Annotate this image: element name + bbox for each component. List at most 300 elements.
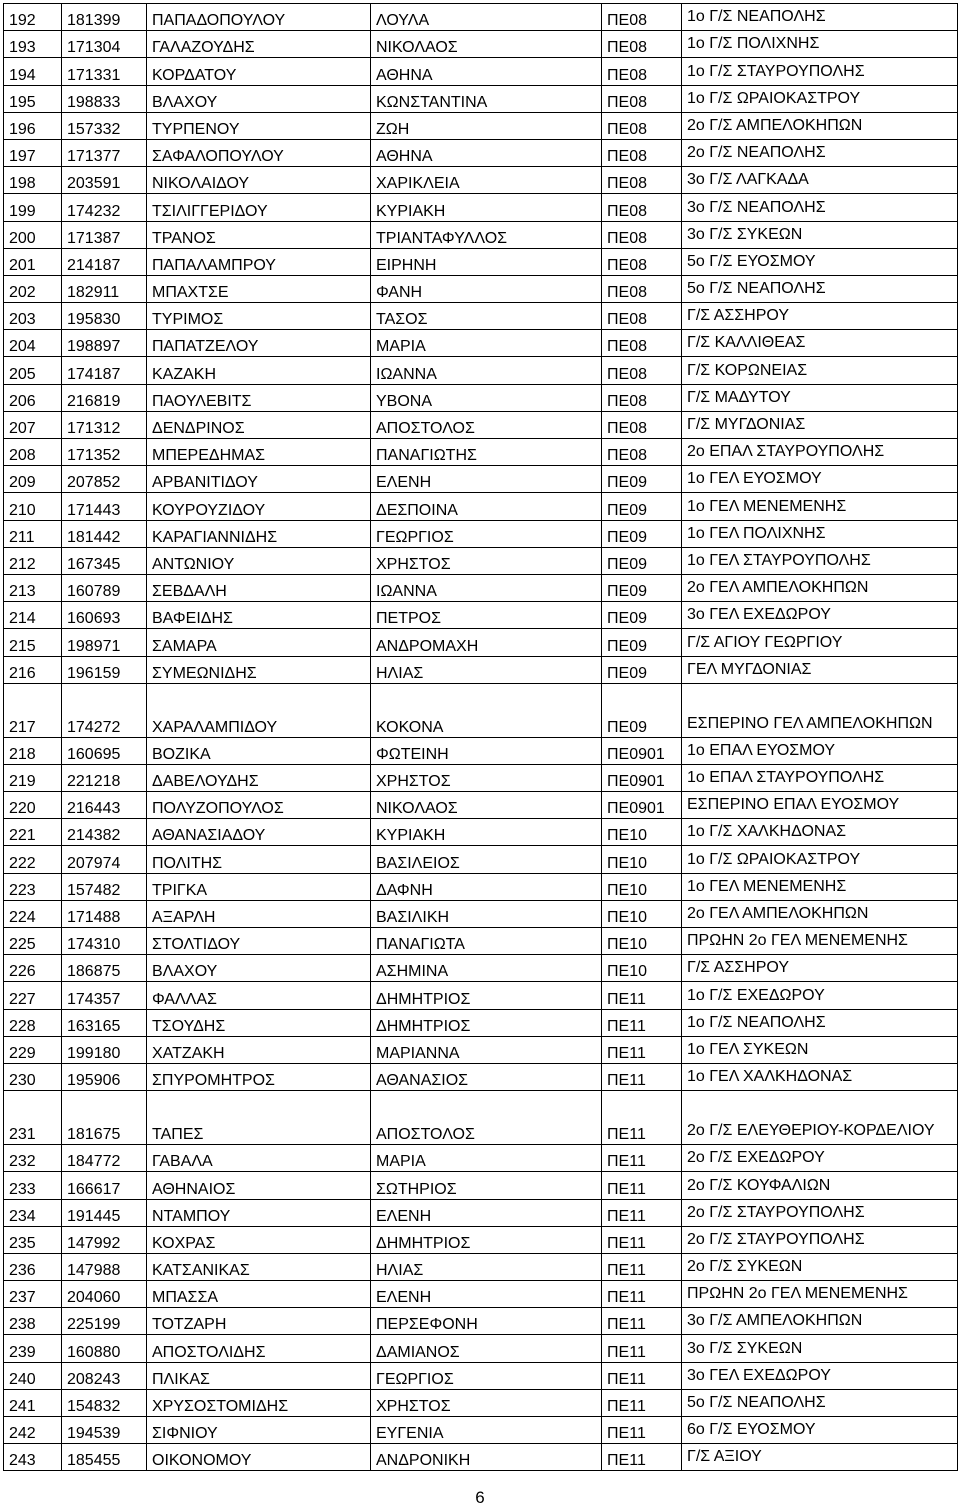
specialty-cell: ΠΕ09 xyxy=(602,602,682,629)
id-cell: 166617 xyxy=(62,1172,147,1199)
school-cell: 1ο Γ/Σ ΧΑΛΚΗΔΟΝΑΣ xyxy=(682,819,958,846)
first-name-cell: ΚΥΡΙΑΚΗ xyxy=(371,194,602,221)
row-number-cell: 217 xyxy=(4,683,62,737)
row-number-cell: 241 xyxy=(4,1389,62,1416)
first-name-cell: ΙΩΑΝΝΑ xyxy=(371,574,602,601)
first-name-cell: ΑΘΑΝΑΣΙΟΣ xyxy=(371,1063,602,1090)
id-cell: 174310 xyxy=(62,928,147,955)
id-cell: 171387 xyxy=(62,221,147,248)
first-name-cell: ΑΝΔΡΟΝΙΚΗ xyxy=(371,1444,602,1471)
school-cell: Γ/Σ ΚΑΛΛΙΘΕΑΣ xyxy=(682,330,958,357)
school-cell: 2ο Γ/Σ ΚΟΥΦΑΛΙΩΝ xyxy=(682,1172,958,1199)
specialty-cell: ΠΕ09 xyxy=(602,656,682,683)
first-name-cell: ΕΥΓΕΝΙΑ xyxy=(371,1417,602,1444)
table-row xyxy=(4,384,958,411)
id-cell: 174272 xyxy=(62,683,147,737)
row-number-cell: 227 xyxy=(4,982,62,1009)
id-cell: 207852 xyxy=(62,466,147,493)
school-cell: 1ο ΓΕΛ ΣΥΚΕΩΝ xyxy=(682,1036,958,1063)
table-row xyxy=(4,1335,958,1362)
specialty-cell: ΠΕ08 xyxy=(602,58,682,85)
first-name-cell: ΤΡΙΑΝΤΑΦΥΛΛΟΣ xyxy=(371,221,602,248)
row-number-cell: 240 xyxy=(4,1362,62,1389)
school-cell: 1ο ΕΠΑΛ ΕΥΟΣΜΟΥ xyxy=(682,737,958,764)
table-row xyxy=(4,248,958,275)
id-cell: 171377 xyxy=(62,139,147,166)
first-name-cell: ΔΑΜΙΑΝΟΣ xyxy=(371,1335,602,1362)
school-cell: ΠΡΩΗΝ 2ο ΓΕΛ ΜΕΝΕΜΕΝΗΣ xyxy=(682,928,958,955)
specialty-cell: ΠΕ08 xyxy=(602,112,682,139)
table-row xyxy=(4,737,958,764)
first-name-cell: ΚΩΝΣΤΑΝΤΙΝΑ xyxy=(371,85,602,112)
row-number-cell: 192 xyxy=(4,4,62,31)
specialty-cell: ΠΕ11 xyxy=(602,1417,682,1444)
id-cell: 157482 xyxy=(62,873,147,900)
specialty-cell: ΠΕ11 xyxy=(602,1199,682,1226)
surname-cell: ΤΣΙΛΙΓΓΕΡΙΔΟΥ xyxy=(147,194,371,221)
school-cell: ΕΣΠΕΡΙΝΟ ΕΠΑΛ ΕΥΟΣΜΟΥ xyxy=(682,792,958,819)
school-cell: 1ο ΓΕΛ ΕΥΟΣΜΟΥ xyxy=(682,466,958,493)
row-number-cell: 216 xyxy=(4,656,62,683)
school-cell: 1ο Γ/Σ ΩΡΑΙΟΚΑΣΤΡΟΥ xyxy=(682,85,958,112)
surname-cell: ΒΟΖΙΚΑ xyxy=(147,737,371,764)
table-row xyxy=(4,955,958,982)
surname-cell: ΣΙΦΝΙΟΥ xyxy=(147,1417,371,1444)
first-name-cell: ΜΑΡΙΑ xyxy=(371,1145,602,1172)
row-number-cell: 233 xyxy=(4,1172,62,1199)
first-name-cell: ΖΩΗ xyxy=(371,112,602,139)
surname-cell: ΤΟΤΖΑΡΗ xyxy=(147,1308,371,1335)
id-cell: 147992 xyxy=(62,1226,147,1253)
surname-cell: ΜΠΑΣΣΑ xyxy=(147,1281,371,1308)
specialty-cell: ΠΕ0901 xyxy=(602,792,682,819)
table-row xyxy=(4,1308,958,1335)
table-row xyxy=(4,1036,958,1063)
surname-cell: ΤΣΟΥΔΗΣ xyxy=(147,1009,371,1036)
school-cell: 2ο Γ/Σ ΕΛΕΥΘΕΡΙΟΥ-ΚΟΡΔΕΛΙΟΥ xyxy=(682,1091,958,1145)
id-cell: 214187 xyxy=(62,248,147,275)
specialty-cell: ΠΕ11 xyxy=(602,1063,682,1090)
surname-cell: ΣΑΦΑΛΟΠΟΥΛΟΥ xyxy=(147,139,371,166)
specialty-cell: ΠΕ08 xyxy=(602,384,682,411)
first-name-cell: ΕΙΡΗΝΗ xyxy=(371,248,602,275)
school-cell: 1ο ΕΠΑΛ ΣΤΑΥΡΟΥΠΟΛΗΣ xyxy=(682,764,958,791)
first-name-cell: ΜΑΡΙΑ xyxy=(371,330,602,357)
row-number-cell: 199 xyxy=(4,194,62,221)
row-number-cell: 208 xyxy=(4,439,62,466)
specialty-cell: ΠΕ08 xyxy=(602,139,682,166)
row-number-cell: 222 xyxy=(4,846,62,873)
school-cell: 2ο ΕΠΑΛ ΣΤΑΥΡΟΥΠΟΛΗΣ xyxy=(682,439,958,466)
surname-cell: ΣΑΜΑΡΑ xyxy=(147,629,371,656)
school-cell: Γ/Σ ΚΟΡΩΝΕΙΑΣ xyxy=(682,357,958,384)
table-row xyxy=(4,656,958,683)
first-name-cell: ΠΑΝΑΓΙΩΤΗΣ xyxy=(371,439,602,466)
school-cell: 2ο ΓΕΛ ΑΜΠΕΛΟΚΗΠΩΝ xyxy=(682,574,958,601)
surname-cell: ΤΑΠΕΣ xyxy=(147,1091,371,1145)
table-row xyxy=(4,167,958,194)
specialty-cell: ΠΕ09 xyxy=(602,493,682,520)
row-number-cell: 211 xyxy=(4,520,62,547)
id-cell: 198897 xyxy=(62,330,147,357)
surname-cell: ΤΥΡΙΜΟΣ xyxy=(147,303,371,330)
row-number-cell: 206 xyxy=(4,384,62,411)
specialty-cell: ΠΕ08 xyxy=(602,31,682,58)
table-row xyxy=(4,493,958,520)
first-name-cell: ΔΑΦΝΗ xyxy=(371,873,602,900)
table-row xyxy=(4,1199,958,1226)
surname-cell: ΓΑΒΑΛΑ xyxy=(147,1145,371,1172)
surname-cell: ΓΑΛΑΖΟΥΔΗΣ xyxy=(147,31,371,58)
row-number-cell: 228 xyxy=(4,1009,62,1036)
surname-cell: ΦΑΛΛΑΣ xyxy=(147,982,371,1009)
specialty-cell: ΠΕ11 xyxy=(602,1335,682,1362)
table-row xyxy=(4,330,958,357)
specialty-cell: ΠΕ08 xyxy=(602,4,682,31)
table-row xyxy=(4,194,958,221)
table-row xyxy=(4,629,958,656)
row-number-cell: 243 xyxy=(4,1444,62,1471)
row-number-cell: 225 xyxy=(4,928,62,955)
table-row xyxy=(4,792,958,819)
table-row xyxy=(4,683,958,737)
school-cell: 3ο ΓΕΛ ΕΧΕΔΩΡΟΥ xyxy=(682,1362,958,1389)
specialty-cell: ΠΕ08 xyxy=(602,357,682,384)
table-row xyxy=(4,1444,958,1471)
row-number-cell: 195 xyxy=(4,85,62,112)
table-row xyxy=(4,1145,958,1172)
table-row xyxy=(4,1172,958,1199)
id-cell: 194539 xyxy=(62,1417,147,1444)
row-number-cell: 219 xyxy=(4,764,62,791)
id-cell: 185455 xyxy=(62,1444,147,1471)
surname-cell: ΚΑΡΑΓΙΑΝΝΙΔΗΣ xyxy=(147,520,371,547)
specialty-cell: ΠΕ11 xyxy=(602,982,682,1009)
school-cell: ΓΕΛ ΜΥΓΔΟΝΙΑΣ xyxy=(682,656,958,683)
specialty-cell: ΠΕ09 xyxy=(602,520,682,547)
surname-cell: ΔΕΝΔΡΙΝΟΣ xyxy=(147,411,371,438)
school-cell: 5ο Γ/Σ ΝΕΑΠΟΛΗΣ xyxy=(682,1389,958,1416)
table-row xyxy=(4,4,958,31)
surname-cell: ΚΟΥΡΟΥΖΙΔΟΥ xyxy=(147,493,371,520)
specialty-cell: ΠΕ11 xyxy=(602,1444,682,1471)
first-name-cell: ΧΡΗΣΤΟΣ xyxy=(371,1389,602,1416)
table-row xyxy=(4,31,958,58)
first-name-cell: ΑΣΗΜΙΝΑ xyxy=(371,955,602,982)
id-cell: 171443 xyxy=(62,493,147,520)
first-name-cell: ΔΕΣΠΟΙΝΑ xyxy=(371,493,602,520)
specialty-cell: ΠΕ11 xyxy=(602,1226,682,1253)
row-number-cell: 196 xyxy=(4,112,62,139)
table-row xyxy=(4,139,958,166)
row-number-cell: 229 xyxy=(4,1036,62,1063)
first-name-cell: ΑΠΟΣΤΟΛΟΣ xyxy=(371,411,602,438)
specialty-cell: ΠΕ11 xyxy=(602,1281,682,1308)
table-row xyxy=(4,982,958,1009)
id-cell: 163165 xyxy=(62,1009,147,1036)
id-cell: 216819 xyxy=(62,384,147,411)
surname-cell: ΚΑΖΑΚΗ xyxy=(147,357,371,384)
row-number-cell: 218 xyxy=(4,737,62,764)
surname-cell: ΑΘΗΝΑΙΟΣ xyxy=(147,1172,371,1199)
specialty-cell: ΠΕ08 xyxy=(602,194,682,221)
specialty-cell: ΠΕ0901 xyxy=(602,764,682,791)
id-cell: 195906 xyxy=(62,1063,147,1090)
surname-cell: ΠΑΟΥΛΕΒΙΤΣ xyxy=(147,384,371,411)
row-number-cell: 235 xyxy=(4,1226,62,1253)
id-cell: 195830 xyxy=(62,303,147,330)
specialty-cell: ΠΕ08 xyxy=(602,85,682,112)
surname-cell: ΧΑΡΑΛΑΜΠΙΔΟΥ xyxy=(147,683,371,737)
surname-cell: ΒΛΑΧΟΥ xyxy=(147,955,371,982)
school-cell: 1ο ΓΕΛ ΣΤΑΥΡΟΥΠΟΛΗΣ xyxy=(682,547,958,574)
surname-cell: ΑΘΑΝΑΣΙΑΔΟΥ xyxy=(147,819,371,846)
row-number-cell: 231 xyxy=(4,1091,62,1145)
id-cell: 174357 xyxy=(62,982,147,1009)
school-cell: Γ/Σ ΑΣΣΗΡΟΥ xyxy=(682,955,958,982)
specialty-cell: ΠΕ11 xyxy=(602,1145,682,1172)
first-name-cell: ΤΑΣΟΣ xyxy=(371,303,602,330)
first-name-cell: ΧΡΗΣΤΟΣ xyxy=(371,547,602,574)
row-number-cell: 237 xyxy=(4,1281,62,1308)
table-row xyxy=(4,928,958,955)
id-cell: 154832 xyxy=(62,1389,147,1416)
table-row xyxy=(4,58,958,85)
school-cell: 6ο Γ/Σ ΕΥΟΣΜΟΥ xyxy=(682,1417,958,1444)
table-row xyxy=(4,1091,958,1145)
surname-cell: ΠΑΠΑΛΑΜΠΡΟΥ xyxy=(147,248,371,275)
school-cell: 1ο Γ/Σ ΠΟΛΙΧΝΗΣ xyxy=(682,31,958,58)
specialty-cell: ΠΕ10 xyxy=(602,928,682,955)
surname-cell: ΔΑΒΕΛΟΥΔΗΣ xyxy=(147,764,371,791)
id-cell: 181399 xyxy=(62,4,147,31)
specialty-cell: ΠΕ11 xyxy=(602,1308,682,1335)
table-row xyxy=(4,1063,958,1090)
table-row xyxy=(4,85,958,112)
first-name-cell: ΦΩΤΕΙΝΗ xyxy=(371,737,602,764)
id-cell: 216443 xyxy=(62,792,147,819)
row-number-cell: 200 xyxy=(4,221,62,248)
row-number-cell: 193 xyxy=(4,31,62,58)
row-number-cell: 207 xyxy=(4,411,62,438)
school-cell: 1ο ΓΕΛ ΠΟΛΙΧΝΗΣ xyxy=(682,520,958,547)
surname-cell: ΜΠΕΡΕΔΗΜΑΣ xyxy=(147,439,371,466)
first-name-cell: ΦΑΝΗ xyxy=(371,275,602,302)
row-number-cell: 209 xyxy=(4,466,62,493)
first-name-cell: ΚΟΚΟΝΑ xyxy=(371,683,602,737)
first-name-cell: ΝΙΚΟΛΑΟΣ xyxy=(371,31,602,58)
id-cell: 207974 xyxy=(62,846,147,873)
surname-cell: ΚΟΧΡΑΣ xyxy=(147,1226,371,1253)
surname-cell: ΚΟΡΔΑΤΟΥ xyxy=(147,58,371,85)
specialty-cell: ΠΕ09 xyxy=(602,629,682,656)
surname-cell: ΤΡΑΝΟΣ xyxy=(147,221,371,248)
school-cell: 2ο Γ/Σ ΝΕΑΠΟΛΗΣ xyxy=(682,139,958,166)
staff-table xyxy=(3,3,958,1471)
id-cell: 147988 xyxy=(62,1253,147,1280)
table-row xyxy=(4,1362,958,1389)
id-cell: 174232 xyxy=(62,194,147,221)
school-cell: Γ/Σ ΑΞΙΟΥ xyxy=(682,1444,958,1471)
specialty-cell: ΠΕ09 xyxy=(602,683,682,737)
table-row xyxy=(4,357,958,384)
school-cell: 1ο Γ/Σ ΕΧΕΔΩΡΟΥ xyxy=(682,982,958,1009)
table-row xyxy=(4,303,958,330)
school-cell: 3ο ΓΕΛ ΕΧΕΔΩΡΟΥ xyxy=(682,602,958,629)
surname-cell: ΤΡΙΓΚΑ xyxy=(147,873,371,900)
id-cell: 167345 xyxy=(62,547,147,574)
table-row xyxy=(4,1281,958,1308)
surname-cell: ΠΟΛΙΤΗΣ xyxy=(147,846,371,873)
school-cell: Γ/Σ ΜΑΔΥΤΟΥ xyxy=(682,384,958,411)
school-cell: 2ο ΓΕΛ ΑΜΠΕΛΟΚΗΠΩΝ xyxy=(682,900,958,927)
id-cell: 214382 xyxy=(62,819,147,846)
id-cell: 171304 xyxy=(62,31,147,58)
school-cell: 2ο Γ/Σ ΣΥΚΕΩΝ xyxy=(682,1253,958,1280)
school-cell: 1ο Γ/Σ ΩΡΑΙΟΚΑΣΤΡΟΥ xyxy=(682,846,958,873)
surname-cell: ΒΛΑΧΟΥ xyxy=(147,85,371,112)
school-cell: 1ο Γ/Σ ΝΕΑΠΟΛΗΣ xyxy=(682,4,958,31)
specialty-cell: ΠΕ10 xyxy=(602,846,682,873)
id-cell: 160789 xyxy=(62,574,147,601)
table-row xyxy=(4,764,958,791)
id-cell: 160695 xyxy=(62,737,147,764)
surname-cell: ΑΡΒΑΝΙΤΙΔΟΥ xyxy=(147,466,371,493)
row-number-cell: 239 xyxy=(4,1335,62,1362)
table-row xyxy=(4,1417,958,1444)
first-name-cell: ΙΩΑΝΝΑ xyxy=(371,357,602,384)
id-cell: 160880 xyxy=(62,1335,147,1362)
surname-cell: ΠΑΠΑΤΖΕΛΟΥ xyxy=(147,330,371,357)
first-name-cell: ΗΛΙΑΣ xyxy=(371,1253,602,1280)
table-row xyxy=(4,602,958,629)
id-cell: 198971 xyxy=(62,629,147,656)
table-row xyxy=(4,520,958,547)
first-name-cell: ΓΕΩΡΓΙΟΣ xyxy=(371,1362,602,1389)
school-cell: 3ο Γ/Σ ΛΑΓΚΑΔΑ xyxy=(682,167,958,194)
id-cell: 182911 xyxy=(62,275,147,302)
first-name-cell: ΧΡΗΣΤΟΣ xyxy=(371,764,602,791)
row-number-cell: 205 xyxy=(4,357,62,384)
id-cell: 181675 xyxy=(62,1091,147,1145)
row-number-cell: 221 xyxy=(4,819,62,846)
page-number: 6 xyxy=(475,1488,485,1507)
first-name-cell: ΧΑΡΙΚΛΕΙΑ xyxy=(371,167,602,194)
row-number-cell: 198 xyxy=(4,167,62,194)
row-number-cell: 224 xyxy=(4,900,62,927)
school-cell: 1ο Γ/Σ ΣΤΑΥΡΟΥΠΟΛΗΣ xyxy=(682,58,958,85)
surname-cell: ΑΝΤΩΝΙΟΥ xyxy=(147,547,371,574)
specialty-cell: ΠΕ11 xyxy=(602,1362,682,1389)
row-number-cell: 226 xyxy=(4,955,62,982)
surname-cell: ΠΟΛΥΖΟΠΟΥΛΟΣ xyxy=(147,792,371,819)
first-name-cell: ΕΛΕΝΗ xyxy=(371,1281,602,1308)
surname-cell: ΑΠΟΣΤΟΛΙΔΗΣ xyxy=(147,1335,371,1362)
table-row xyxy=(4,574,958,601)
id-cell: 171331 xyxy=(62,58,147,85)
table-row xyxy=(4,873,958,900)
table-row xyxy=(4,900,958,927)
first-name-cell: ΕΛΕΝΗ xyxy=(371,466,602,493)
id-cell: 199180 xyxy=(62,1036,147,1063)
first-name-cell: ΕΛΕΝΗ xyxy=(371,1199,602,1226)
specialty-cell: ΠΕ10 xyxy=(602,900,682,927)
school-cell: ΕΣΠΕΡΙΝΟ ΓΕΛ ΑΜΠΕΛΟΚΗΠΩΝ xyxy=(682,683,958,737)
first-name-cell: ΓΕΩΡΓΙΟΣ xyxy=(371,520,602,547)
school-cell: 3ο Γ/Σ ΣΥΚΕΩΝ xyxy=(682,221,958,248)
school-cell: 3ο Γ/Σ ΝΕΑΠΟΛΗΣ xyxy=(682,194,958,221)
specialty-cell: ΠΕ09 xyxy=(602,547,682,574)
row-number-cell: 215 xyxy=(4,629,62,656)
school-cell: 2ο Γ/Σ ΑΜΠΕΛΟΚΗΠΩΝ xyxy=(682,112,958,139)
school-cell: 5ο Γ/Σ ΕΥΟΣΜΟΥ xyxy=(682,248,958,275)
id-cell: 191445 xyxy=(62,1199,147,1226)
table-row xyxy=(4,466,958,493)
specialty-cell: ΠΕ09 xyxy=(602,466,682,493)
surname-cell: ΝΤΑΜΠΟΥ xyxy=(147,1199,371,1226)
first-name-cell: ΠΑΝΑΓΙΩΤΑ xyxy=(371,928,602,955)
row-number-cell: 236 xyxy=(4,1253,62,1280)
id-cell: 171352 xyxy=(62,439,147,466)
table-body xyxy=(4,4,958,1471)
first-name-cell: ΗΛΙΑΣ xyxy=(371,656,602,683)
first-name-cell: ΜΑΡΙΑΝΝΑ xyxy=(371,1036,602,1063)
school-cell: 2ο Γ/Σ ΣΤΑΥΡΟΥΠΟΛΗΣ xyxy=(682,1199,958,1226)
first-name-cell: ΚΥΡΙΑΚΗ xyxy=(371,819,602,846)
surname-cell: ΠΑΠΑΔΟΠΟΥΛΟΥ xyxy=(147,4,371,31)
table-row xyxy=(4,547,958,574)
surname-cell: ΜΠΑΧΤΣΕ xyxy=(147,275,371,302)
surname-cell: ΣΠΥΡΟΜΗΤΡΟΣ xyxy=(147,1063,371,1090)
school-cell: 3ο Γ/Σ ΑΜΠΕΛΟΚΗΠΩΝ xyxy=(682,1308,958,1335)
school-cell: 1ο ΓΕΛ ΜΕΝΕΜΕΝΗΣ xyxy=(682,493,958,520)
id-cell: 198833 xyxy=(62,85,147,112)
school-cell: Γ/Σ ΜΥΓΔΟΝΙΑΣ xyxy=(682,411,958,438)
id-cell: 225199 xyxy=(62,1308,147,1335)
first-name-cell: ΔΗΜΗΤΡΙΟΣ xyxy=(371,982,602,1009)
specialty-cell: ΠΕ08 xyxy=(602,439,682,466)
row-number-cell: 214 xyxy=(4,602,62,629)
id-cell: 181442 xyxy=(62,520,147,547)
specialty-cell: ΠΕ09 xyxy=(602,574,682,601)
id-cell: 203591 xyxy=(62,167,147,194)
school-cell: 1ο Γ/Σ ΝΕΑΠΟΛΗΣ xyxy=(682,1009,958,1036)
row-number-cell: 213 xyxy=(4,574,62,601)
table-row xyxy=(4,1389,958,1416)
table-row xyxy=(4,1009,958,1036)
id-cell: 208243 xyxy=(62,1362,147,1389)
school-cell: ΠΡΩΗΝ 2ο ΓΕΛ ΜΕΝΕΜΕΝΗΣ xyxy=(682,1281,958,1308)
specialty-cell: ΠΕ11 xyxy=(602,1009,682,1036)
table-row xyxy=(4,1226,958,1253)
row-number-cell: 203 xyxy=(4,303,62,330)
surname-cell: ΣΕΒΔΑΛΗ xyxy=(147,574,371,601)
specialty-cell: ΠΕ10 xyxy=(602,873,682,900)
table-row xyxy=(4,819,958,846)
id-cell: 171488 xyxy=(62,900,147,927)
row-number-cell: 212 xyxy=(4,547,62,574)
school-cell: 3ο Γ/Σ ΣΥΚΕΩΝ xyxy=(682,1335,958,1362)
first-name-cell: ΑΘΗΝΑ xyxy=(371,139,602,166)
table-row xyxy=(4,411,958,438)
id-cell: 184772 xyxy=(62,1145,147,1172)
row-number-cell: 230 xyxy=(4,1063,62,1090)
first-name-cell: ΑΝΔΡΟΜΑΧΗ xyxy=(371,629,602,656)
surname-cell: ΣΤΟΛΤΙΔΟΥ xyxy=(147,928,371,955)
table-row xyxy=(4,221,958,248)
row-number-cell: 238 xyxy=(4,1308,62,1335)
first-name-cell: ΒΑΣΙΛΕΙΟΣ xyxy=(371,846,602,873)
